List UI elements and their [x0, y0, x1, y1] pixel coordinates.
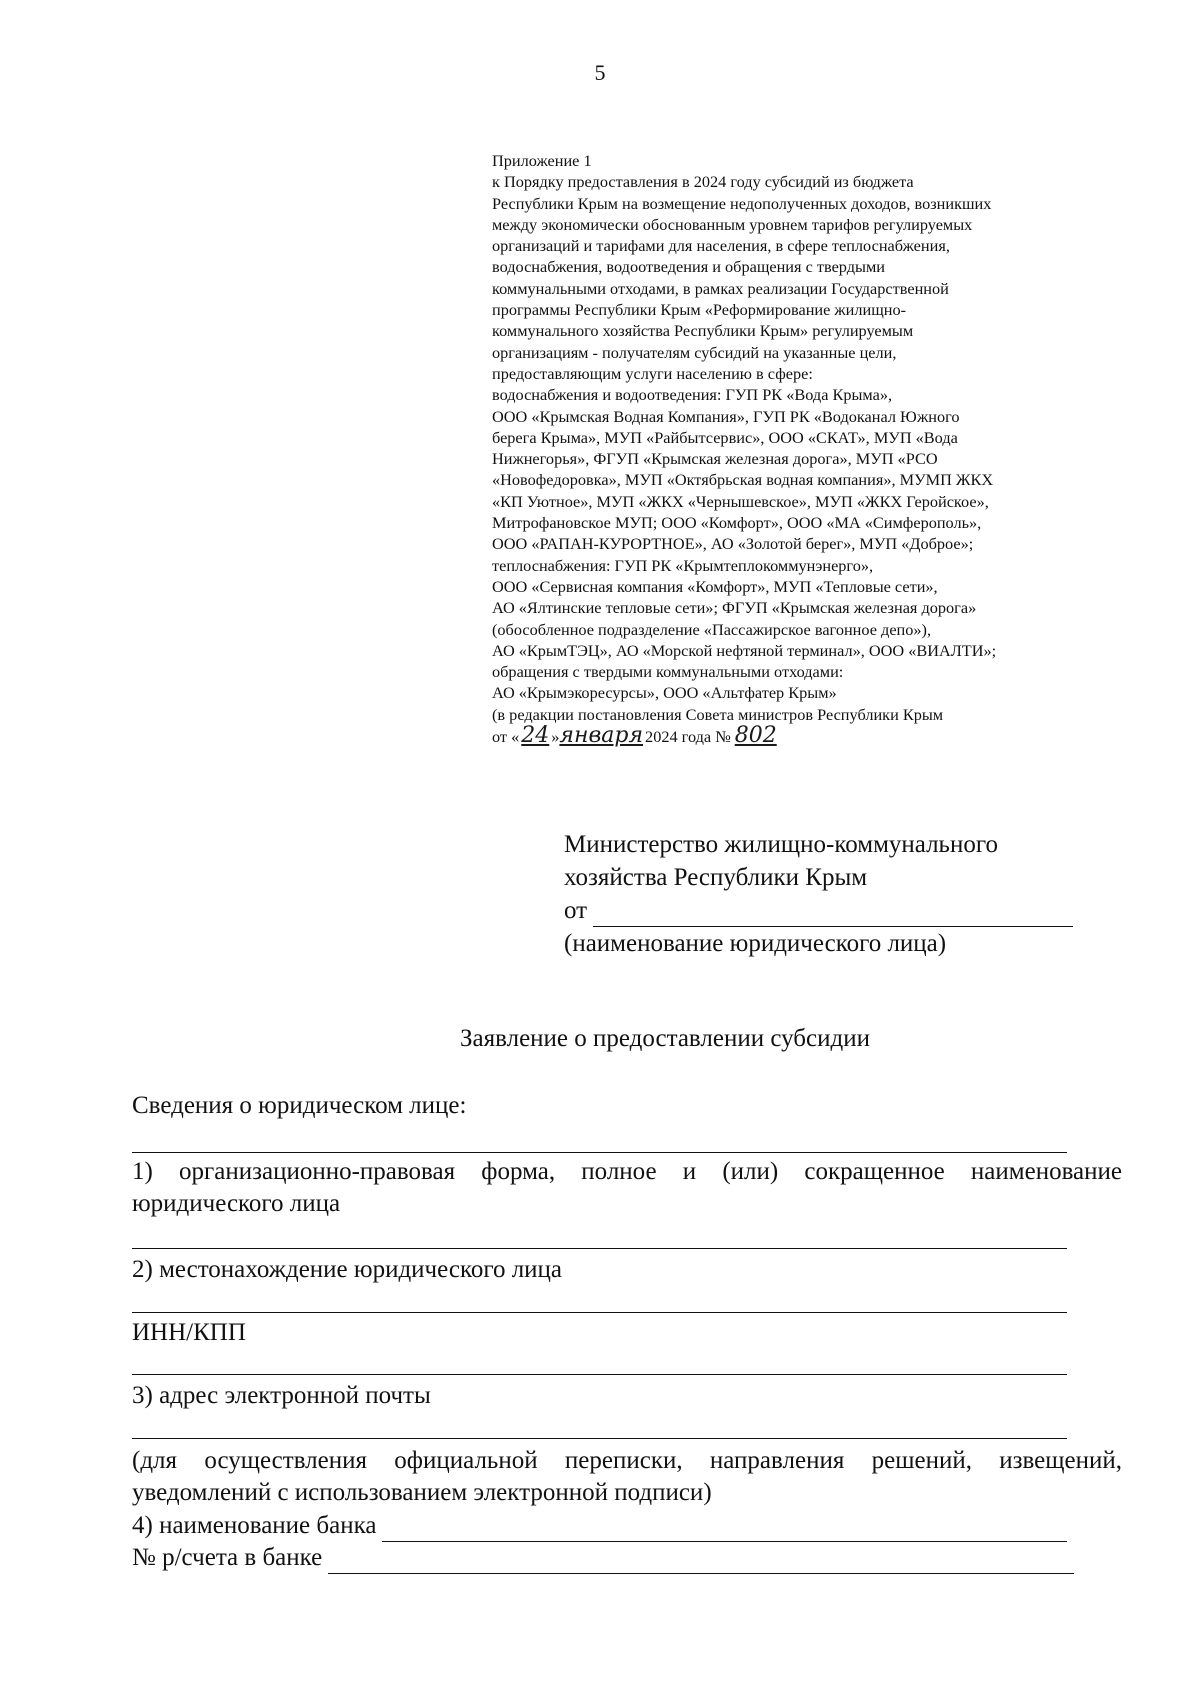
from-caption: (наименование юридического лица) — [564, 930, 947, 957]
annex-line: обращения с твердыми коммунальными отходами: — [492, 662, 844, 682]
bank-name-line — [132, 1510, 1067, 1542]
annex-line: коммунального хозяйства Республики Крым» регулируемым — [492, 321, 914, 341]
form-intro: Сведения о юридическом лице: — [132, 1092, 467, 1119]
annex-line: ООО «Крымская Водная Компания», ГУП РК «Водоканал Южного — [492, 406, 960, 426]
handwritten-number: 802 — [734, 723, 777, 749]
form-title: Заявление о предоставлении субсидии — [460, 1025, 870, 1052]
addressee-line: хозяйства Республики Крым — [564, 864, 868, 891]
annex-line: ООО «РАПАН-КУРОРТНОЕ», АО «Золотой берег», МУП «Доброе»; — [492, 534, 974, 554]
date-year: 2024 года № — [645, 727, 731, 747]
handwritten-month: января — [559, 723, 644, 749]
annex-line: водоснабжения, водоотведения и обращения с твердыми — [492, 257, 885, 277]
annex-line: АО «Крымэкоресурсы», ООО «Альтфатер Крым» — [492, 683, 837, 703]
blank-line[interactable] — [132, 1152, 1067, 1153]
annex-line: берега Крыма», МУП «Райбытсервис», ООО «СКАТ», МУП «Вода — [492, 427, 958, 447]
from-blank-field[interactable] — [593, 900, 1073, 927]
annex-line: (обособленное подразделение «Пассажирское вагонное депо»), — [492, 619, 932, 639]
annex-line: (в редакции постановления Совета министров Республики Крым — [492, 704, 944, 724]
annex-line: теплоснабжения: ГУП РК «Крымтеплокоммунэнерго», — [492, 555, 874, 575]
annex-line: предоставляющим услуги населению в сфере: — [492, 363, 813, 383]
account-line — [132, 1542, 1074, 1574]
form-item-1: 1) организационно-правовая форма, полное и (или) сокращенное наименование юридического лица — [132, 1158, 1122, 1217]
page-number: 5 — [594, 60, 606, 85]
blank-line[interactable] — [132, 1248, 1067, 1249]
annex-line: Митрофановское МУП; ООО «Комфорт», ООО «МА «Симферополь», — [492, 513, 982, 533]
annex-line: Нижнегорья», ФГУП «Крымская железная дорога», МУП «РСО — [492, 449, 938, 469]
date-quote: » — [551, 727, 560, 747]
from-label: от — [564, 897, 588, 924]
annex-line: к Порядку предоставления в 2024 году субсидий из бюджета — [492, 172, 914, 192]
blank-line[interactable] — [132, 1312, 1067, 1313]
form-note: (для осуществления официальной переписки, направления решений, извещений, уведомлений с использованием электронной подписи) — [132, 1447, 1122, 1506]
form-inn-kpp: ИНН/КПП — [132, 1319, 246, 1346]
date-prefix: от « — [492, 727, 520, 747]
annex-header — [492, 150, 1132, 747]
annex-line: водоснабжения и водоотведения: ГУП РК «Вода Крыма», — [492, 385, 893, 405]
annex-line: организаций и тарифами для населения, в сфере теплоснабжения, — [492, 236, 950, 256]
form-item-3: 3) адрес электронной почты — [132, 1382, 431, 1409]
from-line — [564, 894, 1084, 927]
annex-line: организациям - получателям субсидий на указанные цели, — [492, 342, 897, 362]
annex-line: АО «КрымТЭЦ», АО «Морской нефтяной терминал», ООО «ВИАЛТИ»; — [492, 640, 997, 660]
annex-line: «Новофедоровка», МУП «Октябрьская водная компания», МУМП ЖКХ — [492, 470, 994, 490]
resolution-date-line — [492, 725, 1132, 747]
annex-line: Приложение 1 — [492, 151, 592, 170]
annex-line: программы Республики Крым «Реформирование жилищно- — [492, 300, 907, 320]
annex-line: коммунальными отходами, в рамках реализации Государственной — [492, 278, 949, 298]
annex-line: ООО «Сервисная компания «Комфорт», МУП «Тепловые сети», — [492, 576, 938, 596]
blank-line[interactable] — [132, 1374, 1067, 1375]
account-field[interactable] — [328, 1548, 1074, 1574]
bank-name-label: 4) наименование банка — [132, 1512, 377, 1539]
annex-line: между экономически обоснованным уровнем тарифов регулируемых — [492, 214, 973, 234]
addressee-line: Министерство жилищно-коммунального — [564, 831, 998, 858]
form-item-2: 2) местонахождение юридического лица — [132, 1256, 563, 1283]
handwritten-day: 24 — [521, 723, 550, 749]
annex-line: АО «Ялтинские тепловые сети»; ФГУП «Крымская железная дорога» — [492, 598, 977, 618]
addressee-block — [564, 828, 1084, 960]
account-label: № р/счета в банке — [132, 1544, 323, 1571]
annex-line: «КП Уютное», МУП «ЖКХ «Чернышевское», МУП «ЖКХ Геройское», — [492, 491, 989, 511]
blank-line[interactable] — [132, 1438, 1067, 1439]
bank-name-field[interactable] — [382, 1516, 1067, 1542]
annex-line: Республики Крым на возмещение недополученных доходов, возникших — [492, 193, 992, 213]
